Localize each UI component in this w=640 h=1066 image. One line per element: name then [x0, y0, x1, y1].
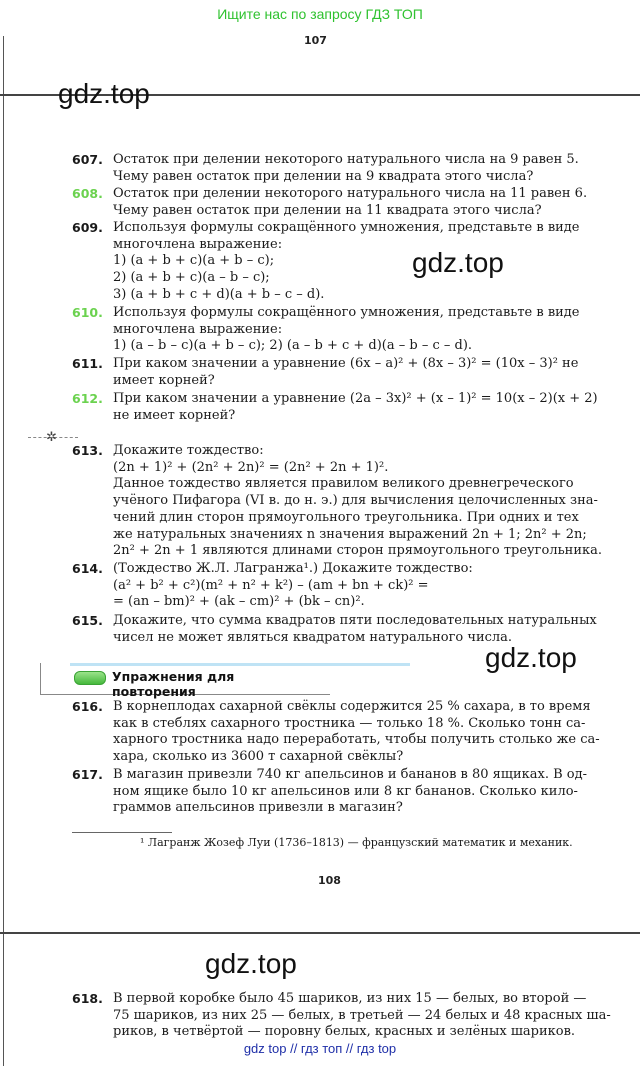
section-frame: [40, 663, 41, 695]
watermark: gdz.top: [58, 78, 150, 109]
problem-line: Используя формулы сокращённого умножения, представьте в виде: [113, 220, 580, 235]
top-banner[interactable]: Ищите нас по запросу ГДЗ ТОП: [217, 6, 423, 22]
bottom-links[interactable]: gdz top // гдз топ // гдз top: [243, 1041, 397, 1056]
section-header: [72, 667, 322, 699]
section-bar: [70, 663, 410, 666]
footnote: ¹ Лагранж Жозеф Луи (1736–1813) — французский математик и механик.: [140, 836, 573, 849]
problem-line: 75 шариков, из них 25 — белых, в третьей — 24 белых и 48 красных ша-: [113, 1007, 611, 1023]
problem-line: = (an – bm)² + (ak – cm)² + (bk – cn)².: [113, 594, 365, 610]
problem-line: Докажите, что сумма квадратов пяти последовательных натуральных: [113, 613, 597, 628]
section-pill-icon: [74, 671, 106, 685]
problem-line: хара, сколько из 3600 т сахарной свёклы?: [113, 749, 404, 765]
problem-line: Данное тождество является правилом великого древнегреческого: [113, 476, 574, 492]
problem-item: [72, 186, 592, 219]
problem-number: 609.: [72, 220, 103, 235]
problem-line: многочлена выражение:: [113, 236, 283, 252]
problem-text: [113, 220, 592, 304]
problem-line: чисел не может являться квадратом натурального числа.: [113, 629, 513, 645]
left-margin-line: [3, 36, 4, 1066]
problem-item: [72, 443, 602, 560]
problem-item: [72, 391, 598, 424]
problem-item: [72, 356, 592, 389]
problem-item: [72, 699, 600, 766]
problem-number: 617.: [72, 767, 103, 782]
watermark: gdz.top: [485, 642, 577, 673]
problem-text: [113, 186, 592, 219]
watermark: gdz.top: [205, 948, 297, 979]
problem-number: 616.: [72, 699, 103, 714]
problem-line: Используя формулы сокращённого умножения, представьте в виде: [113, 305, 580, 320]
problem-text: [113, 391, 598, 424]
problem-line: Чему равен остаток при делении на 11 квадрата этого числа?: [113, 202, 542, 218]
problem-line: 2n² + 2n + 1 являются длинами сторон прямоугольного треугольника.: [113, 543, 602, 559]
problem-line: При каком значении a уравнение (2a – 3x)² + (x – 1)² = 10(x – 2)(x + 2): [113, 391, 598, 406]
problem-line: (2n + 1)² + (2n² + 2n)² = (2n² + 2n + 1)².: [113, 459, 389, 475]
section-title: Упражнения для повторения: [112, 669, 235, 699]
problem-item: [72, 305, 592, 355]
problem-line: учёного Пифагора (VI в. до н. э.) для вычисления целочисленных зна-: [113, 493, 598, 509]
problem-line: (Тождество Ж.Л. Лагранжа¹.) Докажите тождество:: [113, 561, 473, 576]
problem-item: [72, 220, 592, 304]
problem-number: 614.: [72, 561, 103, 576]
problem-line: же натуральных значениях n значения выражений 2n + 1; 2n² + 2n;: [113, 526, 587, 542]
problem-number: 610.: [72, 305, 103, 320]
problem-number: 612.: [72, 391, 103, 406]
problem-number: 608.: [72, 186, 103, 201]
problem-line: харного тростника надо переработать, чтобы получить столько же са-: [113, 732, 600, 748]
problem-text: [113, 991, 611, 1041]
problem-text: [113, 561, 592, 611]
problem-line: многочлена выражение:: [113, 321, 283, 337]
problem-line: чений длин сторон прямоугольного треугольника. При одних и тех: [113, 509, 579, 525]
problem-line: Докажите тождество:: [113, 443, 264, 458]
problem-line: В корнеплодах сахарной свёклы содержится 25 % сахара, в то время: [113, 699, 591, 714]
problem-line: 3) (a + b + c + d)(a + b – c – d).: [113, 286, 325, 302]
problem-line: (a² + b² + c²)(m² + n² + k²) – (am + bn + ck)² =: [113, 577, 429, 593]
problem-line: В магазин привезли 740 кг апельсинов и бананов в 80 ящиках. В од-: [113, 767, 588, 782]
problem-line: Чему равен остаток при делении на 9 квадрата этого числа?: [113, 168, 534, 184]
problem-number: 615.: [72, 613, 103, 628]
problem-text: [113, 152, 592, 185]
problem-item: [72, 991, 611, 1041]
footnote-rule: [72, 832, 172, 833]
problem-line: 1) (a – b – c)(a + b – c); 2) (a – b + c + d)(a – b – c – d).: [113, 338, 473, 354]
problem-item: [72, 561, 592, 611]
problem-number: 613.: [72, 443, 103, 458]
problem-item: [72, 767, 592, 817]
problem-line: В первой коробке было 45 шариков, из них 15 — белых, во второй —: [113, 991, 587, 1006]
problem-line: имеет корней?: [113, 372, 215, 388]
problem-text: [113, 443, 602, 560]
problem-line: риков, в четвёртой — поровну белых, красных и зелёных шариков.: [113, 1024, 576, 1040]
page-number: 108: [318, 874, 341, 887]
problem-text: [113, 356, 592, 389]
problem-number: 611.: [72, 356, 103, 371]
problem-number: 618.: [72, 991, 103, 1006]
problem-line: не имеет корней?: [113, 407, 236, 423]
problem-line: ном ящике было 10 кг апельсинов или 8 кг бананов. Сколько кило-: [113, 783, 578, 799]
problem-line: как в стеблях сахарного тростника — только 18 %. Сколько тонн са-: [113, 715, 586, 731]
problem-text: [113, 699, 600, 766]
problem-line: При каком значении a уравнение (6x – a)² + (8x – 3)² = (10x – 3)² не: [113, 356, 579, 371]
problem-item: [72, 152, 592, 185]
problem-number: 607.: [72, 152, 103, 167]
star-icon: ✲: [46, 430, 57, 445]
problem-line: 1) (a + b + c)(a + b – c);: [113, 253, 275, 269]
page-divider: [0, 932, 640, 934]
watermark: gdz.top: [412, 247, 504, 278]
problem-line: 2) (a + b + c)(a – b – c);: [113, 270, 270, 286]
problem-line: Остаток при делении некоторого натурального числа на 11 равен 6.: [113, 186, 588, 201]
problem-text: [113, 767, 592, 817]
problem-line: Остаток при делении некоторого натурального числа на 9 равен 5.: [113, 152, 579, 167]
problem-text: [113, 305, 592, 355]
page-number: 107: [304, 34, 327, 47]
problem-line: граммов апельсинов привезли в магазин?: [113, 800, 403, 816]
